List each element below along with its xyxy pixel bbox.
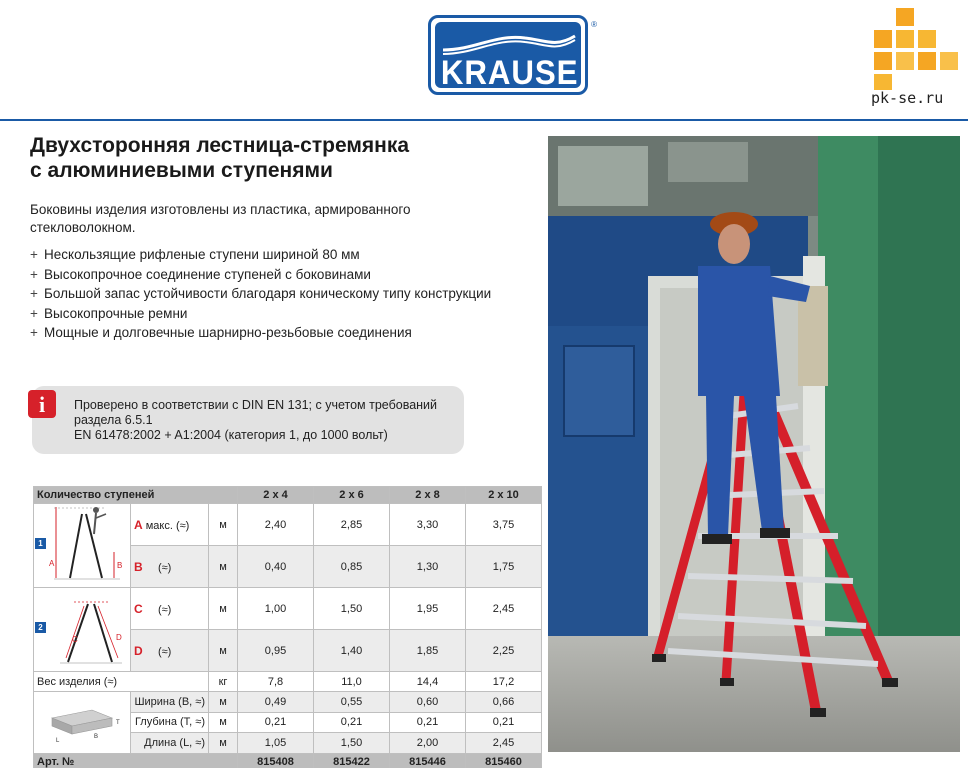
steps-header: Количество ступеней (34, 487, 238, 504)
row-label-d: D (≈) (131, 630, 209, 672)
diagram-letter-b: B (117, 561, 123, 570)
table-cell: 2,45 (466, 588, 542, 630)
table-cell: 0,95 (238, 630, 314, 672)
row-label-depth: Глубина (T, ≈) (131, 712, 209, 733)
plus-icon: + (30, 266, 38, 282)
plus-icon: + (30, 286, 38, 301)
table-cell: 815446 (390, 754, 466, 768)
table-row-a: 1 A B A макс. (≈) м 2,40 2,85 3,30 3,75 (34, 504, 542, 546)
table-cell: 3,30 (390, 504, 466, 546)
table-cell: 2,85 (314, 504, 390, 546)
feature-list (30, 246, 510, 344)
table-cell: 1,00 (238, 588, 314, 630)
table-cell: 0,66 (466, 692, 542, 713)
plus-icon: + (30, 305, 38, 321)
table-cell: 2,00 (390, 733, 466, 754)
table-cell: 2,45 (466, 733, 542, 754)
table-cell: 815460 (466, 754, 542, 768)
diagram-letter-d: D (116, 633, 122, 642)
column-header: 2 x 8 (390, 487, 466, 504)
table-row-length: Длина (L, ≈) м 1,05 1,50 2,00 2,45 (34, 733, 542, 754)
package-letter-t: T (116, 720, 120, 726)
plus-icon: + (30, 325, 38, 340)
registered-mark: ® (591, 20, 597, 29)
column-header: 2 x 6 (314, 487, 390, 504)
table-cell: 2,40 (238, 504, 314, 546)
row-label-weight: Вес изделия (≈) (34, 672, 209, 692)
table-cell: 0,40 (238, 546, 314, 588)
row-label-c: C (≈) (131, 588, 209, 630)
page-title (30, 133, 530, 183)
feature-item: + Большой запас устойчивости благодаря коническому типу конструкции (30, 286, 492, 301)
row-label-article: Арт. № (34, 754, 238, 768)
certification-text: Проверено в соответствии с DIN EN 131; с учетом требований раздела 6.5.1 EN 61478:2002 + A1:2004 (категория 1, до 1000 вольт) (74, 398, 438, 442)
table-cell: 1,50 (314, 733, 390, 754)
table-row-c: 2 C D C (≈) м 1,00 1,50 1,95 2,45 (34, 588, 542, 630)
table-cell: 1,85 (390, 630, 466, 672)
diagram-2-badge: 2 (35, 622, 46, 633)
table-row-d: D (≈) м 0,95 1,40 1,85 2,25 (34, 630, 542, 672)
table-cell: 2,25 (466, 630, 542, 672)
table-row-weight: Вес изделия (≈) кг 7,8 11,0 14,4 17,2 (34, 672, 542, 692)
table-row-article (34, 754, 542, 768)
row-label-width: Ширина (B, ≈) (131, 692, 209, 713)
logo-text: KRAUSE (440, 54, 579, 92)
diagram-1-badge: 1 (35, 538, 46, 549)
info-icon: i (28, 390, 56, 418)
table-header-row (34, 487, 542, 504)
table-cell: 815408 (238, 754, 314, 768)
table-row-depth: Глубина (T, ≈) м 0,21 0,21 0,21 0,21 (34, 712, 542, 733)
feature-item: + Нескользящие рифленые ступени шириной 80 мм (30, 247, 360, 262)
column-header: 2 x 4 (238, 487, 314, 504)
ladder-diagram-2 (34, 588, 131, 672)
package-letter-b: B (94, 734, 99, 740)
title-line-1: Двухсторонняя лестница-стремянка (30, 134, 410, 157)
package-letter-l: L (56, 738, 60, 744)
ladder-height-diagram (34, 504, 130, 584)
table-cell: 0,55 (314, 692, 390, 713)
feature-item: + Мощные и долговечные шарнирно-резьбовые соединения (30, 325, 412, 340)
watermark-text: pk-se.ru (871, 89, 944, 107)
spec-table (33, 486, 542, 768)
feature-item: + Высокопрочное соединение ступеней с боковинами (30, 266, 371, 282)
table-cell: 0,21 (466, 712, 542, 733)
column-header: 2 x 10 (466, 487, 542, 504)
table-cell: 1,40 (314, 630, 390, 672)
table-cell: 14,4 (390, 672, 466, 692)
table-cell: 1,50 (314, 588, 390, 630)
row-label-length: Длина (L, ≈) (131, 733, 209, 754)
package-diagram (34, 692, 131, 754)
ladder-span-diagram (34, 588, 130, 668)
package-box-icon (34, 692, 130, 750)
table-cell: 3,75 (466, 504, 542, 546)
diagram-letter-c: C (72, 635, 78, 644)
table-cell: 0,85 (314, 546, 390, 588)
pk-se-logo-icon (874, 8, 960, 92)
table-cell: 1,30 (390, 546, 466, 588)
table-cell: 0,21 (238, 712, 314, 733)
table-cell: 1,75 (466, 546, 542, 588)
diagram-letter-a: A (49, 559, 55, 568)
table-cell: 815422 (314, 754, 390, 768)
ladder-diagram-1 (34, 504, 131, 588)
plus-icon: + (30, 247, 38, 262)
table-cell: 17,2 (466, 672, 542, 692)
krause-logo (428, 15, 597, 95)
row-label-b: B (≈) (131, 546, 209, 588)
feature-item: + Высокопрочные ремни (30, 305, 188, 321)
title-line-2: с алюминиевыми ступенями (30, 159, 333, 182)
table-row-width: L B T Ширина (B, ≈) м 0,49 0,55 0,60 0,66 (34, 692, 542, 713)
table-cell: 0,21 (314, 712, 390, 733)
table-cell: 7,8 (238, 672, 314, 692)
table-cell: 1,95 (390, 588, 466, 630)
logo-background (435, 22, 581, 92)
intro-text: Боковины изделия изготовлены из пластика, армированного стекловолокном. (30, 202, 411, 235)
table-cell: 0,21 (390, 712, 466, 733)
row-label-a: A макс. (≈) (131, 504, 209, 546)
product-photo (548, 136, 960, 752)
table-cell: 0,60 (390, 692, 466, 713)
table-row-b: B (≈) м 0,40 0,85 1,30 1,75 (34, 546, 542, 588)
table-cell: 11,0 (314, 672, 390, 692)
table-cell: 1,05 (238, 733, 314, 754)
header-divider (0, 119, 968, 121)
table-cell: 0,49 (238, 692, 314, 713)
